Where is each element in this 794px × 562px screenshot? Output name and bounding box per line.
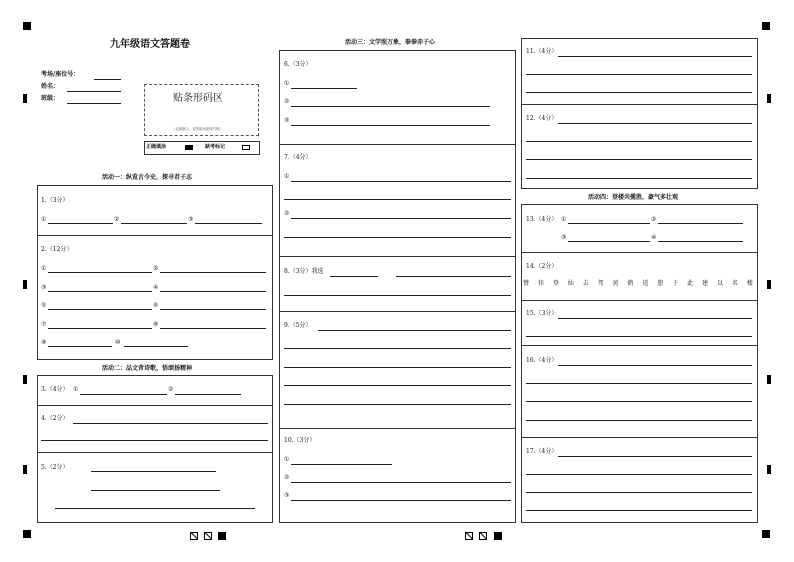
side-mark-right-1 — [767, 94, 771, 103]
answer-line[interactable] — [284, 385, 511, 386]
q14-char[interactable]: 返 — [642, 280, 649, 287]
answer-line[interactable] — [526, 401, 752, 402]
answer-line[interactable] — [526, 336, 752, 337]
timing-mark-solid — [494, 532, 502, 540]
question-label-7: 7.（4分） — [284, 154, 312, 161]
question-label-12: 12.（4分） — [526, 115, 558, 122]
divider — [37, 235, 273, 236]
timing-mark-slash — [204, 532, 212, 540]
blank-num: ⑦ — [41, 321, 47, 328]
side-mark-right-3 — [767, 375, 771, 384]
blank-num: ④ — [651, 234, 657, 241]
answer-box-q11-q12 — [521, 38, 758, 189]
blank-num: ③ — [284, 117, 290, 124]
blank-num: ⑨ — [41, 339, 47, 346]
registration-mark-bottom-right — [762, 530, 770, 538]
answer-line[interactable] — [526, 141, 752, 142]
answer-line[interactable] — [48, 309, 152, 310]
answer-line[interactable] — [284, 295, 511, 296]
blank-num: ② — [651, 216, 657, 223]
page-title: 九年级语文答题卷 — [110, 39, 190, 50]
question-label-10: 10.（3分） — [284, 437, 316, 444]
q14-char[interactable]: 仙 — [567, 280, 574, 287]
q14-char[interactable]: 建 — [702, 280, 709, 287]
answer-line[interactable] — [175, 394, 241, 395]
blank-num: ③ — [188, 216, 194, 223]
blank-num: ③ — [561, 234, 567, 241]
answer-line[interactable] — [284, 199, 511, 200]
answer-line[interactable] — [195, 223, 262, 224]
side-mark-right-2 — [767, 280, 771, 289]
answer-line[interactable] — [160, 309, 266, 310]
blank-num: ④ — [153, 284, 159, 291]
question-label-4: 4.（2分） — [41, 415, 69, 422]
divider — [521, 300, 758, 301]
blank-num: ① — [284, 173, 290, 180]
question-label-9: 9.（5分） — [284, 322, 312, 329]
q14-char[interactable]: 此 — [687, 280, 694, 287]
fill-correct-label: 正确填涂 — [146, 144, 167, 150]
registration-mark-bottom-left — [23, 530, 31, 538]
answer-line[interactable] — [526, 159, 752, 160]
answer-line[interactable] — [558, 318, 752, 319]
question-label-17: 17.（4分） — [526, 448, 558, 455]
answer-line[interactable] — [160, 328, 266, 329]
question-label-11: 11.（4分） — [526, 48, 558, 55]
blank-num: ② — [284, 474, 290, 481]
question-label-2: 2.（12分） — [41, 246, 73, 253]
registration-mark-top-left — [23, 22, 31, 30]
answer-line[interactable] — [121, 223, 187, 224]
timing-mark-slash — [190, 532, 198, 540]
question-label-13: 13.（4分） — [526, 216, 558, 223]
q14-char[interactable]: 鹤 — [627, 280, 634, 287]
divider — [279, 311, 516, 312]
blank-num: ② — [114, 216, 120, 223]
blank-num: ② — [284, 98, 290, 105]
question-label-15: 15.（3分） — [526, 310, 558, 317]
q14-char[interactable]: 憩 — [657, 280, 664, 287]
q14-char[interactable]: 于 — [672, 280, 679, 287]
side-mark-left-2 — [23, 280, 27, 289]
question-label-1: 1.（3分） — [41, 197, 69, 204]
section-heading-3: 活动三：文学照万象，拳拳赤子心 — [345, 39, 436, 46]
answer-line[interactable] — [160, 291, 266, 292]
answer-line[interactable] — [330, 276, 378, 277]
side-mark-left-3 — [23, 375, 27, 384]
question-label-3: 3.（4分） — [41, 386, 69, 393]
answer-line[interactable] — [91, 471, 216, 472]
answer-line[interactable] — [526, 178, 752, 179]
answer-line[interactable] — [291, 482, 511, 483]
divider — [279, 256, 516, 257]
answer-line[interactable] — [526, 420, 752, 421]
answer-line[interactable] — [80, 394, 167, 395]
answer-line[interactable] — [284, 237, 511, 238]
blank-num: ① — [73, 386, 79, 393]
answer-line[interactable] — [91, 490, 220, 491]
divider — [521, 345, 758, 346]
divider — [279, 428, 516, 429]
blank-num: ⑩ — [115, 339, 121, 346]
answer-line[interactable] — [124, 346, 188, 347]
blank-num: ② — [168, 386, 174, 393]
fill-absent-label: 缺考标记 — [205, 144, 226, 150]
q14-char[interactable]: 赞 — [523, 280, 530, 287]
answer-line[interactable] — [48, 223, 113, 224]
exam-seat-field[interactable] — [94, 79, 121, 80]
answer-line[interactable] — [48, 272, 152, 273]
answer-line[interactable] — [284, 367, 511, 368]
q14-char[interactable]: 名 — [731, 280, 738, 287]
side-mark-left-1 — [23, 94, 27, 103]
divider — [521, 104, 758, 105]
answer-line[interactable] — [291, 88, 357, 89]
answer-box-q6-q10 — [279, 50, 516, 523]
answer-line[interactable] — [73, 423, 268, 424]
blank-num: ⑧ — [153, 321, 159, 328]
question-label-5: 5.（2分） — [41, 464, 69, 471]
question-label-6: 6.（3分） — [284, 61, 312, 68]
section-heading-1: 活动一：纵览古今史，探寻君子志 — [102, 174, 193, 181]
answer-line[interactable] — [48, 346, 112, 347]
answer-line[interactable] — [291, 181, 511, 182]
blank-num: ② — [153, 265, 159, 272]
answer-line[interactable] — [284, 348, 511, 349]
answer-line[interactable] — [291, 464, 392, 465]
barcode-label: 贴条形码区 — [173, 93, 223, 104]
side-mark-right-4 — [767, 465, 771, 474]
q14-char[interactable]: 驾 — [597, 280, 604, 287]
blank-num: ③ — [284, 492, 290, 499]
answer-line[interactable] — [558, 56, 752, 57]
timing-mark-solid — [218, 532, 226, 540]
q14-char-row — [523, 281, 753, 291]
side-mark-left-4 — [23, 465, 27, 474]
answer-line[interactable] — [291, 218, 511, 219]
blank-num: ① — [41, 216, 47, 223]
answer-line[interactable] — [558, 365, 752, 366]
answer-line[interactable] — [284, 404, 511, 405]
answer-line[interactable] — [291, 125, 490, 126]
section-heading-4: 活动四：登楼共揽胜，豪气多壮观 — [588, 194, 679, 201]
answer-line[interactable] — [658, 223, 743, 224]
answer-line[interactable] — [291, 500, 511, 501]
timing-mark-slash — [479, 532, 487, 540]
blank-num: ② — [284, 210, 290, 217]
answer-line[interactable] — [41, 440, 268, 441]
blank-num: ③ — [41, 284, 47, 291]
answer-line[interactable] — [291, 106, 490, 107]
question-label-14: 14.（2分） — [526, 263, 558, 270]
blank-num: ① — [561, 216, 567, 223]
divider — [37, 452, 273, 453]
divider — [521, 437, 758, 438]
answer-line[interactable] — [318, 330, 511, 331]
barcode-note: （正面朝上，切勿贴出虚线方框） — [172, 127, 223, 131]
fill-absent-box[interactable] — [242, 145, 250, 150]
section-heading-2: 活动二：品文背诗歌，悟颂扬精神 — [102, 365, 193, 372]
blank-num: ⑥ — [153, 302, 159, 309]
blank-num: ① — [284, 80, 290, 87]
divider — [37, 405, 273, 406]
answer-line[interactable] — [526, 492, 752, 493]
class-label: 班级： — [41, 95, 60, 102]
answer-box-q3-q5 — [37, 375, 273, 523]
question-label-16: 16.（4分） — [526, 357, 558, 364]
answer-line[interactable] — [526, 92, 752, 93]
answer-line[interactable] — [658, 241, 743, 242]
q14-char[interactable]: 祎 — [537, 280, 544, 287]
answer-line[interactable] — [526, 383, 752, 384]
class-field[interactable] — [67, 103, 121, 104]
q14-char[interactable]: 登 — [552, 280, 559, 287]
name-label: 姓名： — [41, 83, 60, 90]
divider — [279, 144, 516, 145]
answer-line[interactable] — [568, 241, 650, 242]
blank-num: ① — [284, 456, 290, 463]
name-field[interactable] — [67, 91, 121, 92]
registration-mark-top-right — [762, 22, 770, 30]
q14-char[interactable]: 去 — [582, 280, 589, 287]
exam-seat-label: 考场/座位号： — [41, 71, 80, 78]
answer-line[interactable] — [568, 223, 650, 224]
answer-line[interactable] — [526, 474, 752, 475]
q14-char[interactable]: 楼 — [746, 280, 753, 287]
fill-correct-sample — [185, 145, 193, 150]
answer-line[interactable] — [48, 328, 152, 329]
answer-line[interactable] — [558, 456, 752, 457]
answer-line[interactable] — [396, 276, 511, 277]
answer-line[interactable] — [48, 291, 152, 292]
answer-line[interactable] — [526, 510, 752, 511]
question-label-8: 8.（3分）我选 — [284, 268, 324, 275]
q14-char[interactable]: 以 — [716, 280, 723, 287]
blank-num: ① — [41, 265, 47, 272]
answer-line[interactable] — [55, 508, 255, 509]
answer-line[interactable] — [160, 272, 266, 273]
answer-line[interactable] — [558, 123, 752, 124]
q14-char[interactable]: 黄 — [612, 280, 619, 287]
answer-line[interactable] — [526, 74, 752, 75]
timing-mark-slash — [465, 532, 473, 540]
divider — [521, 252, 758, 253]
blank-num: ⑤ — [41, 302, 47, 309]
